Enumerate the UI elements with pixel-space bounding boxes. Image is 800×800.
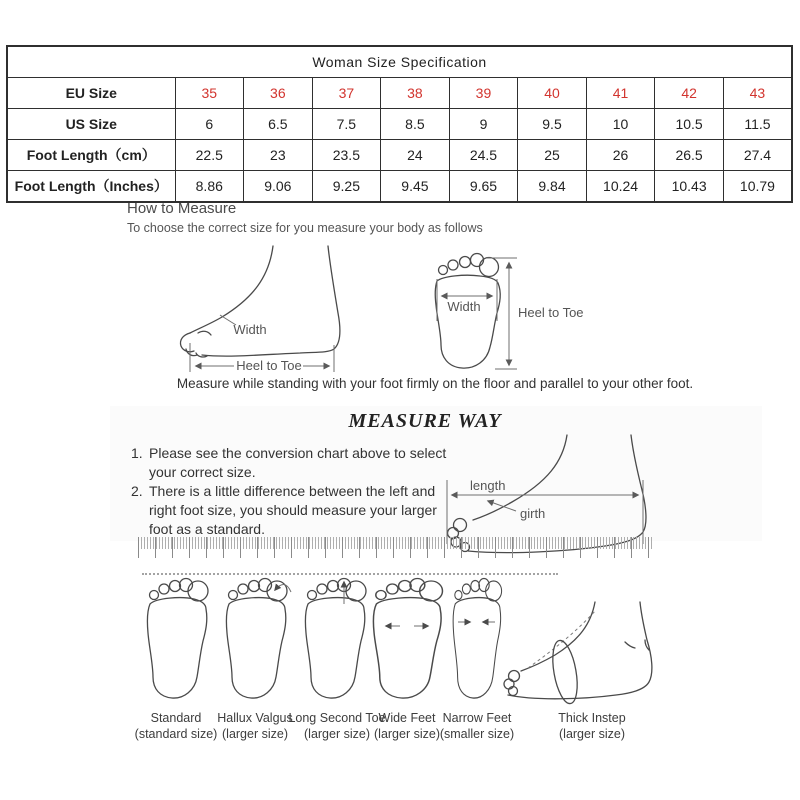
ruler: [138, 537, 654, 558]
size-cell: 26.5: [655, 140, 724, 171]
size-cell: 8.5: [381, 109, 450, 140]
size-cell: 7.5: [312, 109, 381, 140]
size-cell: 23.5: [312, 140, 381, 171]
size-cell: 9.84: [518, 171, 587, 203]
size-chart-title: Woman Size Specification: [7, 46, 792, 78]
length-label: length: [470, 478, 506, 493]
measure-diagram: [150, 241, 630, 379]
foot-type-size: (smaller size): [439, 727, 515, 741]
how-to-measure-heading: How to Measure: [127, 200, 237, 217]
how-to-measure-subtitle: To choose the correct size for you measure your body as follows: [127, 221, 483, 235]
hallux-valgus-foot-drawing: [226, 579, 287, 699]
size-row-us: [7, 109, 792, 140]
foot-type-size: (larger size): [304, 727, 370, 741]
narrow-foot-drawing: [453, 579, 501, 699]
foot-type-name: Thick Instep: [558, 711, 626, 725]
size-row-inches: [7, 171, 792, 203]
foot-type-size: (larger size): [222, 727, 288, 741]
size-cell: 41: [586, 78, 655, 109]
size-cell: 10.43: [655, 171, 724, 203]
wide-foot-drawing: [373, 579, 442, 699]
width-label: Width: [233, 322, 267, 337]
size-cell: 27.4: [723, 140, 792, 171]
size-cell: 10.5: [655, 109, 724, 140]
size-cell: 9: [449, 109, 518, 140]
sole-foot-drawing: [435, 254, 583, 370]
measure-way-step: [131, 444, 456, 482]
size-cell: 9.5: [518, 109, 587, 140]
size-cell: 6: [175, 109, 244, 140]
size-cell: 25: [518, 140, 587, 171]
size-cell: 24: [381, 140, 450, 171]
size-cell: 10: [586, 109, 655, 140]
size-cell: 9.65: [449, 171, 518, 203]
size-cell: 38: [381, 78, 450, 109]
measure-way-steps: [131, 444, 456, 539]
width-label: Width: [447, 299, 481, 314]
heel-to-toe-label: Heel to Toe: [518, 305, 584, 320]
size-cell: 10.79: [723, 171, 792, 203]
size-cell: 6.5: [244, 109, 313, 140]
side-foot-drawing: [180, 246, 339, 373]
size-cell: 35: [175, 78, 244, 109]
size-row-cm: [7, 140, 792, 171]
size-row-eu: [7, 78, 792, 109]
measure-way-heading: MEASURE WAY: [348, 410, 502, 432]
size-cell: 22.5: [175, 140, 244, 171]
size-cell: 11.5: [723, 109, 792, 140]
foot-type-caption: [412, 710, 542, 742]
size-row-label: EU Size: [7, 78, 175, 109]
size-cell: 26: [586, 140, 655, 171]
size-cell: 36: [244, 78, 313, 109]
size-cell: 23: [244, 140, 313, 171]
long-second-toe-foot-drawing: [305, 579, 366, 699]
foot-type-name: Hallux Valgus: [217, 711, 293, 725]
ruler-long-ticks: [138, 537, 654, 558]
alignment-dotted-line: [142, 573, 558, 575]
size-row-label: US Size: [7, 109, 175, 140]
size-cell: 37: [312, 78, 381, 109]
foot-type-size: (larger size): [559, 727, 625, 741]
size-cell: 43: [723, 78, 792, 109]
size-cell: 9.45: [381, 171, 450, 203]
measure-way-step: [131, 482, 456, 539]
foot-type-size: (larger size): [374, 727, 440, 741]
foot-type-size: (standard size): [134, 727, 218, 741]
size-chart-title-row: [7, 46, 792, 78]
foot-type-name: Long Second Toe: [288, 711, 386, 725]
measure-way-foot-drawing: [447, 435, 646, 553]
thick-instep-foot-drawing: [504, 602, 652, 705]
step-number: 2.: [131, 483, 143, 499]
size-cell: 42: [655, 78, 724, 109]
size-cell: 24.5: [449, 140, 518, 171]
size-cell: 40: [518, 78, 587, 109]
size-cell: 9.25: [312, 171, 381, 203]
foot-type-name: Wide Feet: [378, 711, 436, 725]
step-text: There is a little difference between the left and right foot size, you should measure your larger foot as a standard.: [149, 483, 437, 537]
size-cell: 8.86: [175, 171, 244, 203]
step-number: 1.: [131, 445, 143, 461]
measure-footnote: Measure while standing with your foot firmly on the floor and parallel to your other foot.: [176, 376, 694, 391]
foot-type-caption: [527, 710, 657, 742]
size-cell: 39: [449, 78, 518, 109]
step-text: Please see the conversion chart above to select your correct size.: [149, 445, 447, 480]
size-row-label: Foot Length（cm）: [7, 140, 175, 171]
size-row-label: Foot Length（Inches）: [7, 171, 175, 203]
size-cell: 10.24: [586, 171, 655, 203]
heel-to-toe-label: Heel to Toe: [236, 358, 302, 373]
foot-type-name: Narrow Feet: [442, 711, 512, 725]
girth-label: girth: [520, 506, 546, 521]
standard-foot-drawing: [147, 579, 208, 699]
foot-type-name: Standard: [150, 711, 202, 725]
size-cell: 9.06: [244, 171, 313, 203]
foot-types-diagram: [138, 578, 660, 708]
size-chart-table: [6, 45, 793, 203]
